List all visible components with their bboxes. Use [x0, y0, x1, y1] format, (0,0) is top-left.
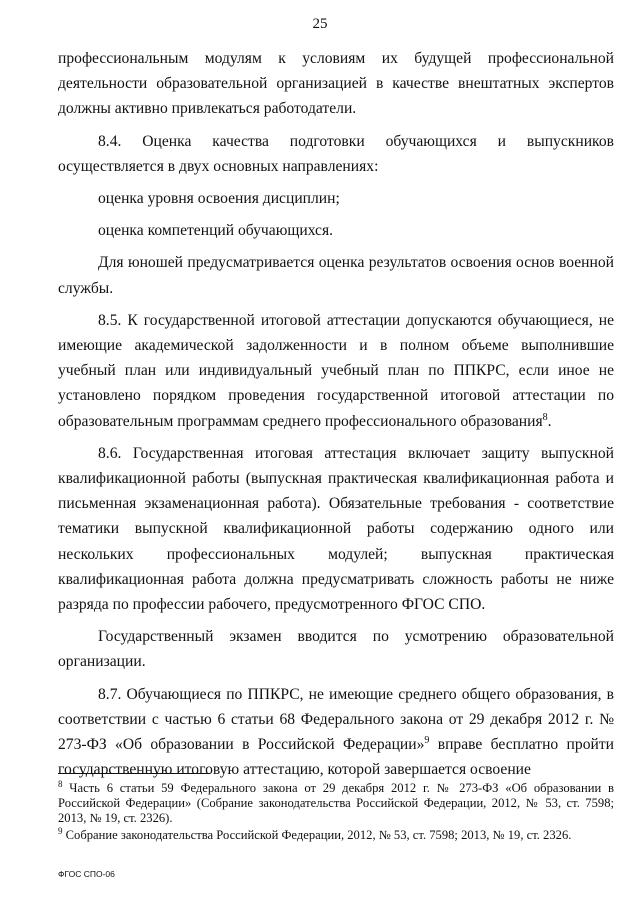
- footnotes: [58, 778, 614, 844]
- paragraph-8-6: 8.6. Государственная итоговая аттестация включает защиту выпускной квалификационной работы (выпускная практическая квалификационная работа и письменная экзаменационная работа). Обязательные требования - соответствие тематики выпускной квалификационной работы содержанию одного или нескольких профессиональных модулей; выпускная практическая квалификационная работа должна предусматривать сложность работы не ниже разряда по профессии рабочего, предусмотренного ФГОС СПО.: [58, 444, 614, 614]
- body-text: [58, 46, 614, 782]
- paragraph-military-service: Для юношей предусматривается оценка результатов освоения основ военной службы.: [58, 254, 614, 297]
- footnote-mark: 9: [58, 825, 63, 836]
- footnote-divider: [58, 773, 210, 774]
- page-number: 25: [312, 16, 328, 32]
- paragraph-8-4: 8.4. Оценка качества подготовки обучающихся и выпускников осуществляется в двух основных направлениях:: [58, 132, 614, 175]
- paragraph-state-exam: Государственный экзамен вводится по усмотрению образовательной организации.: [58, 628, 614, 671]
- list-item-disciplines: оценка уровня освоения дисциплин;: [98, 190, 340, 208]
- paragraph-8-7: 8.7. Обучающиеся по ППКРС, не имеющие среднего общего образования, в соответствии с частью 6 статьи 68 Федерального закона от 29 декабря 2012 г. № 273-ФЗ «Об образовании в Российской Федерации»$^9$ вправе бесплатно пройти государственную итоговую аттестацию, которой завершается освоение: [58, 685, 614, 779]
- paragraph-8-5: 8.5. К государственной итоговой аттестации допускаются обучающиеся, не имеющие академической задолженности и в полном объеме выполнившие учебный план или индивидуальный учебный план по ППКРС, если иное не установлено порядком проведения государственной итоговой аттестации по образовательным программам среднего профессионального образования$^8$.: [58, 311, 614, 430]
- footnote-mark: 8: [58, 778, 63, 789]
- footnote-8: $^8$ Часть 6 статьи 59 Федерального закона от 29 декабря 2012 г. № 273-ФЗ «Об образовании в Российской Федерации» (Собрание законодательства Российской Федерации, 2012, № 53, ст. 7598; 2013, № 19, ст. 2326).: [58, 778, 614, 826]
- footnote-9: $^9$ Собрание законодательства Российской Федерации, 2012, № 53, ст. 7598; 2013, № 19, ст. 2326.: [58, 825, 572, 842]
- list-item-competencies: оценка компетенций обучающихся.: [98, 222, 334, 240]
- footnote-ref-8[interactable]: 8: [542, 411, 548, 423]
- paragraph-continuation: профессиональным модулям к условиям их будущей профессиональной деятельности образовательной организацией в качестве внештатных экспертов должны активно привлекаться работодатели.: [58, 50, 614, 118]
- footnote-ref-9[interactable]: 9: [424, 734, 430, 746]
- document-code: ФГОС СПО-06: [58, 869, 115, 879]
